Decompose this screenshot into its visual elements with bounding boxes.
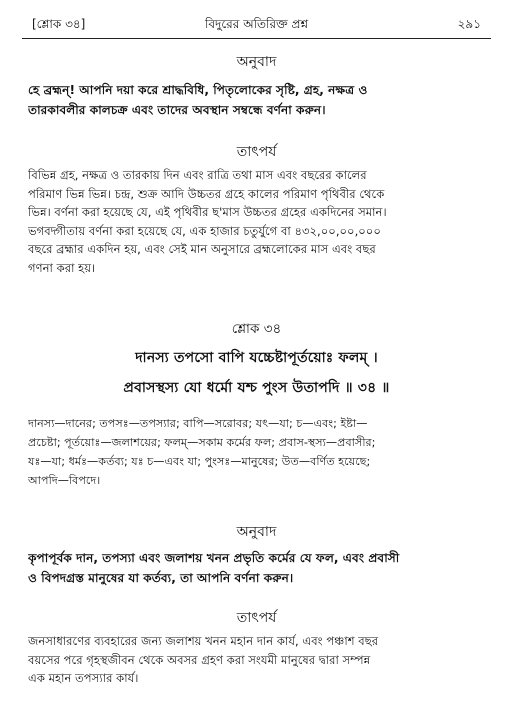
- text-line: ভগবদ্গীতায় বর্ণনা করা হয়েছে যে, এক হাজার চতুর্যুগে বা ৪৩২,০০,০০,০০০: [28, 223, 381, 238]
- text-line: বছরে ব্রহ্মার একদিন হয়, এবং সেই মান অনুসারে ব্রহ্মলোকের মাস এবং বছর: [28, 242, 376, 256]
- translation-heading: অনুবাদ: [236, 54, 277, 70]
- text-line: বিভিন্ন গ্রহ, নক্ষত্র ও তারকায় দিন এবং রাত্রি তথা মাস এবং বছরের কালের: [28, 168, 367, 182]
- running-header: [32, 16, 481, 34]
- page-number: ২৯১: [457, 17, 481, 31]
- translation-paragraph-2: [28, 548, 491, 588]
- verse-line-2: প্রবাসস্থস্য যো ধর্মো যশ্চ পুংস উতাপদি ॥ ৩৪ ॥: [123, 380, 390, 396]
- text-line: এক মহান তপস্যার কার্য।: [28, 671, 139, 685]
- purport-heading: তাৎপর্য: [236, 144, 277, 160]
- purport-paragraph-2: [28, 632, 491, 688]
- purport-paragraph: [28, 166, 491, 277]
- translation-paragraph: [28, 80, 491, 120]
- text-line: ভিন্ন। বর্ণনা করা হয়েছে যে, এই পৃথিবীর ছ'মাস উচ্চতর গ্রহের একদিনের সমান।: [28, 205, 387, 219]
- text-line: তারকাবলীর কালচক্র এবং তাদের অবস্থান সম্বন্ধে বর্ণনা করুন।: [28, 103, 326, 117]
- text-line: ও বিপদগ্রস্ত মানুষের যা কর্তব্য, তা আপনি বর্ণনা করুন।: [28, 571, 294, 585]
- text-line: কৃপাপূর্বক দান, তপস্যা এবং জলাশয় খনন প্রভৃতি কর্মের যে ফল, এবং প্রবাসী: [28, 551, 400, 565]
- translation-heading-2: অনুবাদ: [236, 524, 277, 540]
- text-line: পরিমাণ ভিন্ন ভিন্ন। চন্দ্র, শুক্র আদি উচ্চতর গ্রহে কালের পরিমাণ পৃথিবীর থেকে: [28, 186, 385, 201]
- text-line: যঃ—যা; ধর্মঃ—কর্তব্য; যঃ চ—এবং যা; পুংসঃ—মানুষের; উত—বর্ণিত হয়েছে;: [28, 455, 371, 468]
- text-line: গণনা করা হয়।: [28, 260, 96, 275]
- verse-line-1: দানস্য তপসো বাপি যচ্চেষ্টাপূর্তয়োঃ ফলম্ ।: [135, 350, 378, 366]
- header-verse-ref: [শ্লোক ৩৪]: [32, 17, 86, 31]
- purport-heading-2: তাৎপর্য: [236, 610, 277, 626]
- text-line: জনসাধারণের ব্যবহারের জন্য জলাশয় খনন মহান দান কার্য, এবং পঞ্চাশ বছর: [28, 634, 379, 648]
- header-divider: [22, 38, 491, 39]
- verse-number: শ্লোক ৩৪: [231, 321, 282, 337]
- text-line: বয়সের পরে গৃহস্থজীবন থেকে অবসর গ্রহণ করা সংযমী মানুষের দ্বারা সম্পন্ন: [28, 652, 371, 667]
- header-chapter-title: বিদুরের অতিরিক্ত প্রশ্ন: [204, 17, 309, 31]
- text-line: প্রচেষ্টা; পূর্তয়োঃ—জলাশয়ের; ফলম্—সকাম কর্মের ফল; প্রবাস-স্থস্য—প্রবাসীর;: [28, 436, 376, 449]
- text-line: আপদি—বিপদে।: [28, 474, 101, 487]
- text-line: হে ব্রহ্মন্! আপনি দয়া করে শ্রাদ্ধবিধি, পিতৃলোকের সৃষ্টি, গ্রহ, নক্ষত্র ও: [28, 83, 368, 97]
- text-line: দানস্য—দানের; তপসঃ—তপস্যার; বাপি—সরোবর; যৎ—যা; চ—এবং; ইষ্টা—: [28, 417, 368, 430]
- synonyms-paragraph: [28, 414, 491, 490]
